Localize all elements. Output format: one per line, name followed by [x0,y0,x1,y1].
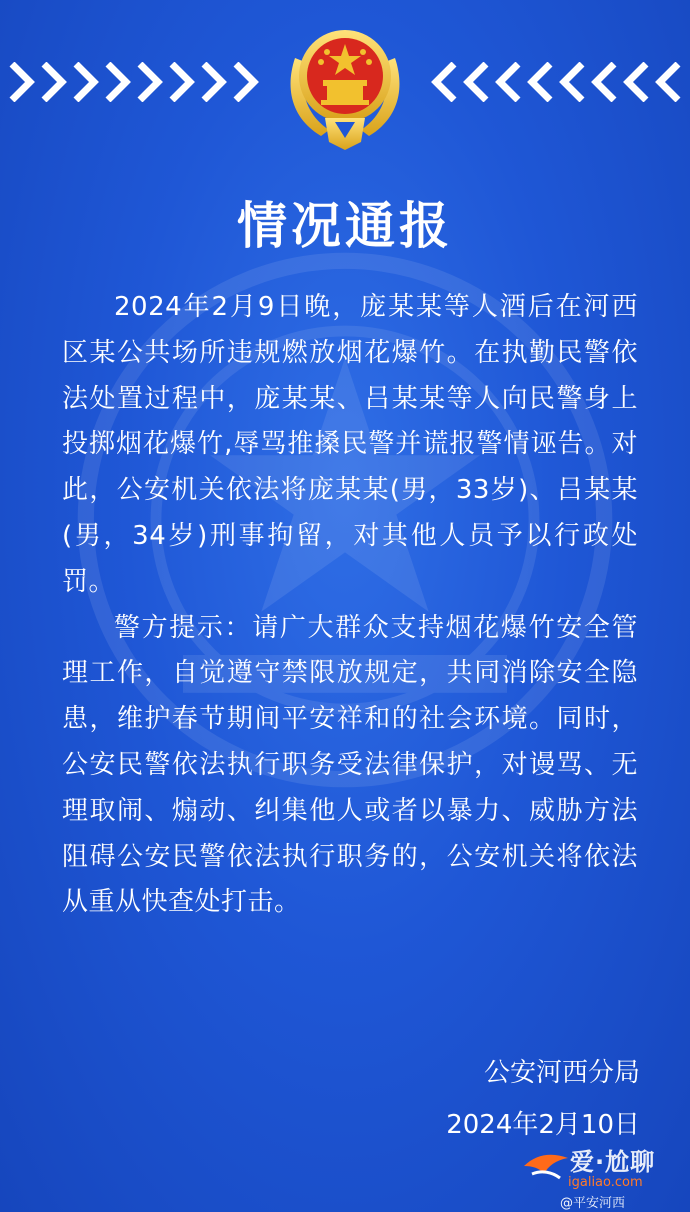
notice-body [62,285,638,926]
signature-date: 2024年2月10日 [446,1110,640,1140]
chevron-left-icon [654,62,682,102]
signature-block [446,1047,640,1151]
chevron-right-icon [232,62,260,102]
header-chevrons-right [430,62,682,102]
chevron-left-icon [462,62,490,102]
paragraph: 警方提示：请广大群众支持烟花爆竹安全管理工作，自觉遵守禁限放规定，共同消除安全隐患，维护春节期间平安祥和的社会环境。同时，公安民警依法执行职务受法律保护，对谩骂、无理取闹、煽动、纠集他人或者以暴力、威胁方法阻碍公安民警依法执行职务的，公安机关将依法从重从快查处打击。 [62,612,638,918]
watermark-brand: 爱·尬聊 [570,1148,656,1176]
chevron-left-icon [558,62,586,102]
chevron-right-icon [72,62,100,102]
police-emblem-icon [281,18,409,154]
chevron-right-icon [168,62,196,102]
chevron-right-icon [8,62,36,102]
watermark-account: @平安河西 [560,1196,626,1211]
header-chevrons-left [8,62,260,102]
chevron-left-icon [494,62,522,102]
signature-org: 公安河西分局 [483,1058,640,1088]
paragraph: 2024年2月9日晚，庞某某等人酒后在河西区某公共场所违规燃放烟花爆竹。在执勤民警依法处置过程中，庞某某、吕某某等人向民警身上投掷烟花爆竹,辱骂推搡民警并谎报警情诬告。对此，公安机关依法将庞某某(男，33岁)、吕某某(男，34岁)刑事拘留，对其他人员予以行政处罚。 [62,292,638,597]
chevron-left-icon [526,62,554,102]
chevron-right-icon [200,62,228,102]
chevron-left-icon [590,62,618,102]
chevron-left-icon [430,62,458,102]
chevron-right-icon [136,62,164,102]
chevron-left-icon [622,62,650,102]
chevron-right-icon [40,62,68,102]
notice-title: 情况通报 [237,196,453,255]
watermark-site: igaliao.com [568,1175,643,1190]
chevron-right-icon [104,62,132,102]
